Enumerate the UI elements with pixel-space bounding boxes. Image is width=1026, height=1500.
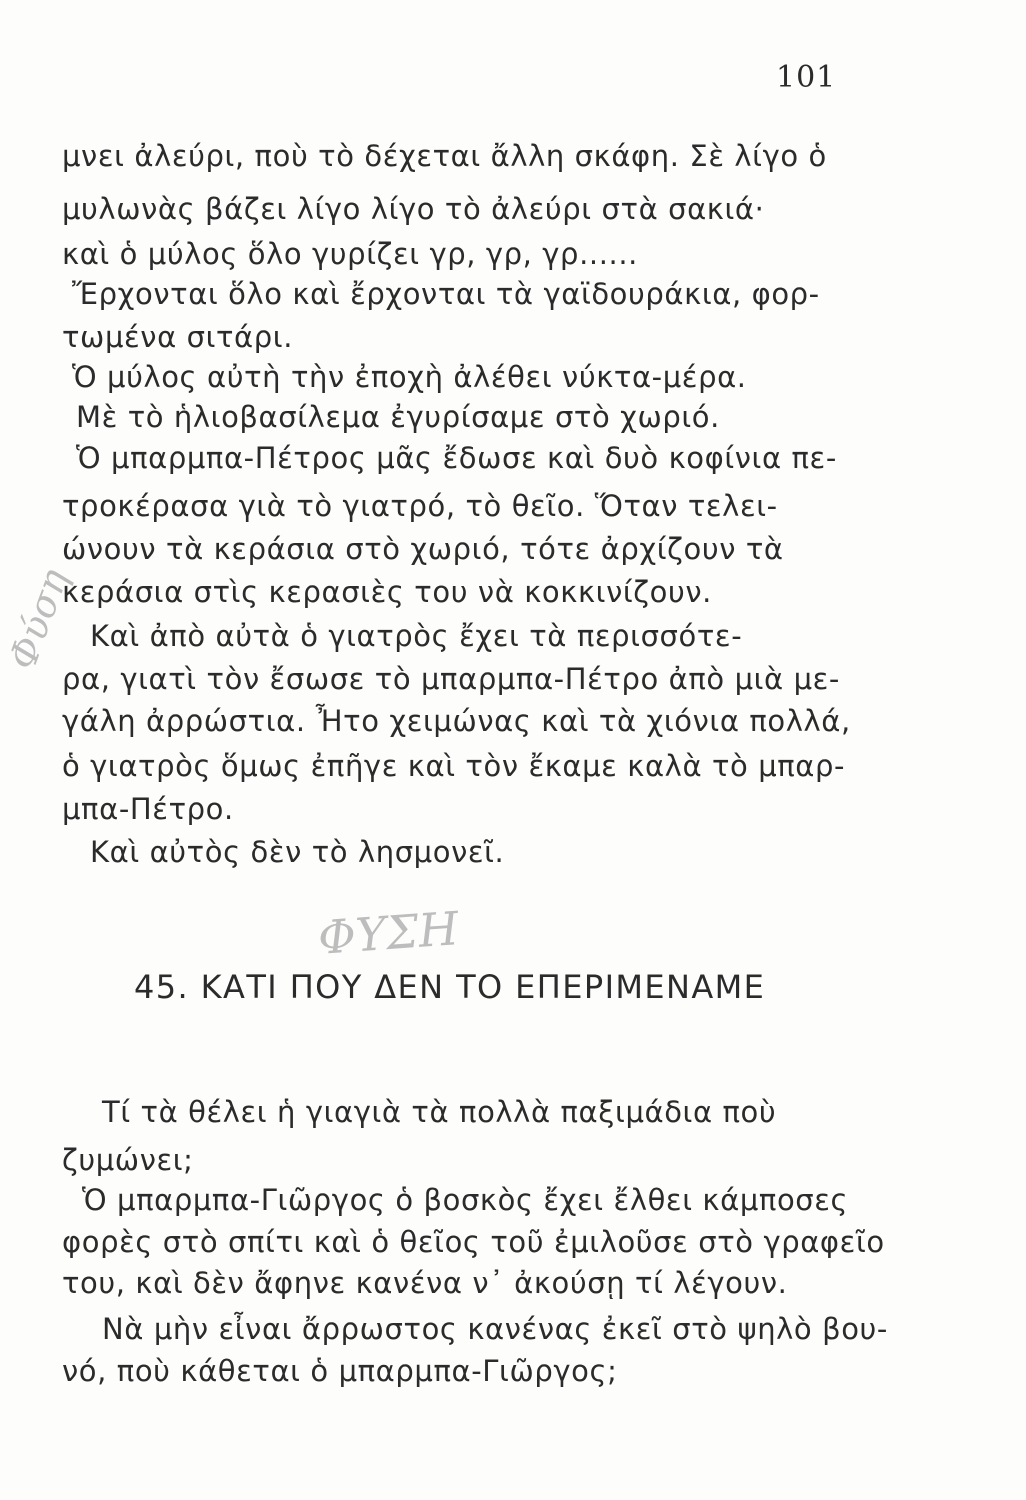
text-line: ρα, γιατὶ τὸν ἔσωσε τὸ μπαρμπα-Πέτρο ἀπὸ μιὰ με- — [62, 662, 840, 696]
text-line: νό, ποὺ κάθεται ὁ μπαρμπα-Γιῶργος; — [62, 1354, 618, 1388]
text-line: Καὶ αὐτὸς δὲν τὸ λησμονεῖ. — [90, 835, 505, 869]
page-number: 101 — [776, 60, 837, 95]
text-line: του, καὶ δὲν ἄφηνε κανένα ν᾽ ἀκούσῃ τί λέγουν. — [62, 1266, 788, 1300]
text-line: ὁ γιατρὸς ὅμως ἐπῆγε καὶ τὸν ἔκαμε καλὰ τὸ μπαρ- — [62, 749, 846, 783]
text-line: Τί τὰ θέλει ἡ γιαγιὰ τὰ πολλὰ παξιμάδια ποὺ — [102, 1095, 777, 1129]
text-line: μυλωνὰς βάζει λίγο λίγο τὸ ἀλεύρι στὰ σακιά· — [62, 192, 765, 226]
text-line: ώνουν τὰ κεράσια στὸ χωριό, τότε ἀρχίζουν τὰ — [62, 532, 784, 566]
text-line: Ἔρχονται ὅλο καὶ ἔρχονται τὰ γαϊδουράκια, φορ- — [72, 277, 820, 311]
text-line: Ὁ μπαρμπα-Πέτρος μᾶς ἔδωσε καὶ δυὸ κοφίνια πε- — [76, 441, 837, 475]
text-line: μπα-Πέτρο. — [62, 792, 234, 826]
text-line: Νὰ μὴν εἶναι ἄρρωστος κανένας ἐκεῖ στὸ ψηλὸ βου- — [102, 1312, 888, 1346]
text-line: τωμένα σιτάρι. — [62, 320, 294, 354]
chapter-heading: 45. ΚΑΤΙ ΠΟΥ ΔΕΝ ΤΟ ΕΠΕΡΙΜΕΝΑΜΕ — [134, 968, 766, 1006]
text-line: ζυμώνει; — [62, 1143, 194, 1177]
text-line: μνει ἀλεύρι, ποὺ τὸ δέχεται ἄλλη σκάφη. Σὲ λίγο ὁ — [62, 139, 827, 173]
handwritten-note: ΦΥΣΗ — [316, 901, 461, 965]
margin-note: Φύση — [0, 563, 77, 676]
text-line: τροκέρασα γιὰ τὸ γιατρό, τὸ θεῖο. Ὅταν τελει- — [62, 489, 778, 523]
text-line: Μὲ τὸ ἡλιοβασίλεμα ἐγυρίσαμε στὸ χωριό. — [76, 400, 720, 434]
text-line: Ὁ μύλος αὐτὴ τὴν ἐποχὴ ἀλέθει νύκτα-μέρα. — [72, 360, 747, 394]
text-line: καὶ ὁ μύλος ὅλο γυρίζει γρ, γρ, γρ...... — [62, 237, 638, 271]
text-line: γάλη ἀρρώστια. Ἦτο χειμώνας καὶ τὰ χιόνια πολλά, — [62, 704, 851, 738]
text-line: φορὲς στὸ σπίτι καὶ ὁ θεῖος τοῦ ἐμιλοῦσε στὸ γραφεῖο — [62, 1225, 885, 1259]
text-line: Καὶ ἀπὸ αὐτὰ ὁ γιατρὸς ἔχει τὰ περισσότε- — [90, 619, 743, 653]
text-line: Ὁ μπαρμπα-Γιῶργος ὁ βοσκὸς ἔχει ἔλθει κάμποσες — [82, 1183, 849, 1217]
text-line: κεράσια στὶς κερασιὲς του νὰ κοκκινίζουν. — [62, 575, 712, 609]
